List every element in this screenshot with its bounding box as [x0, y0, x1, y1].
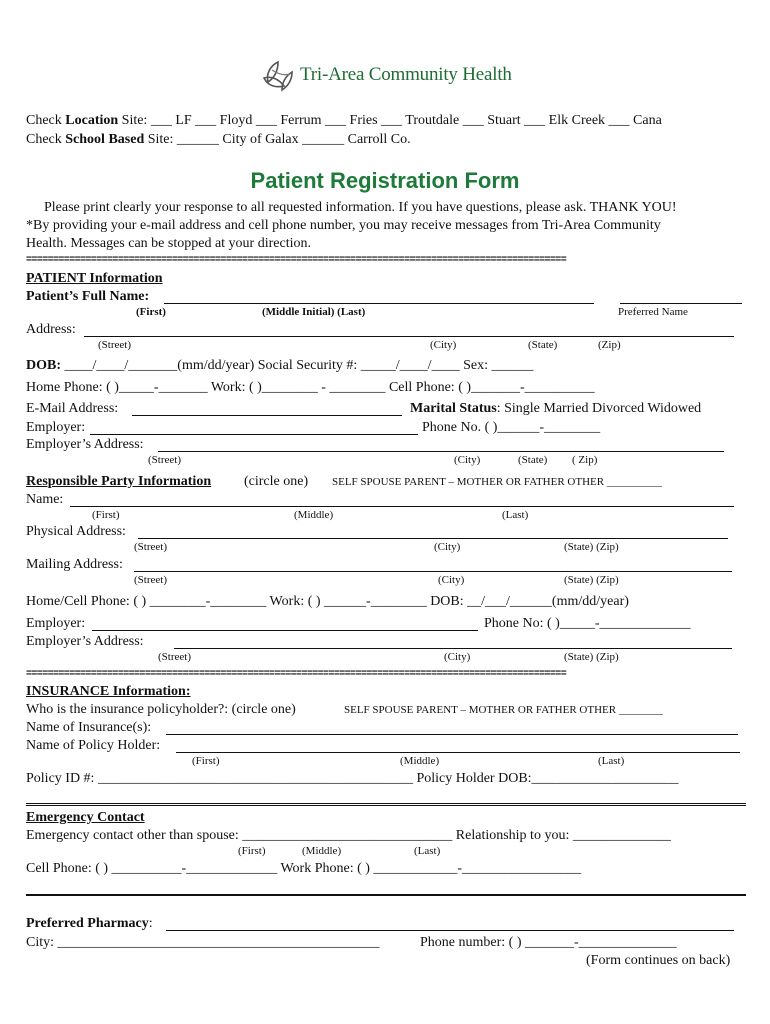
zip-caption: (Zip) [598, 339, 621, 351]
ec-last-caption: (Last) [414, 845, 441, 857]
emp-zip-caption: ( Zip) [572, 454, 598, 466]
pharmacy-field[interactable] [166, 930, 734, 931]
pharmacy-label-row [26, 916, 153, 932]
rp-phones-row[interactable]: Home/Cell Phone: ( ) ________-________ Work: ( ) ______-________ DOB: __/___/______(mm/dd/year) [26, 594, 629, 609]
rp-middle-caption: (Middle) [294, 509, 334, 521]
logo [258, 56, 520, 96]
physical-address-field[interactable] [138, 538, 728, 539]
physical-address-label: Physical Address: [26, 524, 126, 539]
street-caption: (Street) [98, 339, 131, 351]
home-phone-row[interactable]: Home Phone: ( )_____-_______ Work: ( )________ - ________ Cell Phone: ( )_______-__________ [26, 380, 595, 395]
employer-phone[interactable]: Phone No. ( )______-________ [422, 420, 601, 435]
preferred-name-field[interactable] [620, 303, 742, 304]
tri-area-leaf-logo-icon [258, 56, 298, 96]
intro-line-1: Please print clearly your response to all requested information. If you have questions, please ask. THANK YOU! [44, 200, 677, 215]
emp-street-caption: (Street) [148, 454, 181, 466]
preferred-name-caption: Preferred Name [618, 306, 688, 318]
mailing-address-field[interactable] [134, 571, 732, 572]
pharmacy-colon: : [148, 916, 153, 931]
pa-state-zip-caption: (State) (Zip) [564, 541, 619, 553]
school-bold: School Based [65, 132, 145, 147]
rpe-street-caption: (Street) [158, 651, 191, 663]
rpe-state-zip-caption: (State) (Zip) [564, 651, 619, 663]
employer-address-field[interactable] [158, 451, 724, 452]
emp-city-caption: (City) [454, 454, 481, 466]
rp-first-caption: (First) [92, 509, 120, 521]
ma-street-caption: (Street) [134, 574, 167, 586]
ma-state-zip-caption: (State) (Zip) [564, 574, 619, 586]
school-options[interactable]: Site: ______ City of Galax ______ Carroll Co. [144, 132, 411, 147]
pa-street-caption: (Street) [134, 541, 167, 553]
patient-full-name-label: Patient’s Full Name: [26, 289, 150, 304]
pharmacy-city[interactable]: City: ______________________________________________ [26, 935, 380, 950]
ins-middle-caption: (Middle) [400, 755, 440, 767]
school-label: Check [26, 132, 66, 147]
middle-last-caption: (Middle Initial) (Last) [262, 306, 366, 318]
marital-options[interactable]: : Single Married Divorced Widowed [496, 401, 702, 416]
policyholder-question: Who is the insurance policyholder?: (circle one) [26, 702, 296, 717]
form-continues-note: (Form continues on back) [586, 953, 731, 968]
employer-address-label: Employer’s Address: [26, 437, 144, 452]
emergency-phones-row[interactable]: Cell Phone: ( ) __________-_____________ Work Phone: ( ) ____________-_________________ [26, 861, 582, 876]
intro-line-3: Health. Messages can be stopped at your direction. [26, 236, 311, 251]
ec-middle-caption: (Middle) [302, 845, 342, 857]
divider-2: ==================================================================================================== [26, 670, 567, 680]
ec-first-caption: (First) [238, 845, 266, 857]
insurance-heading: INSURANCE Information: [26, 684, 191, 699]
rp-employer-address-label: Employer’s Address: [26, 634, 144, 649]
employer-label: Employer: [26, 420, 86, 435]
logo-text: Tri-Area Community Health [300, 64, 512, 85]
emergency-contact-row[interactable]: Emergency contact other than spouse: ______________________________ Relationship to you: ______________ [26, 828, 671, 843]
policyholder-options[interactable]: SELF SPOUSE PARENT – MOTHER OR FATHER OTHER ________ [344, 704, 663, 716]
section-rule-2 [26, 894, 746, 896]
pharmacy-label: Preferred Pharmacy [26, 916, 149, 931]
marital-label: Marital Status [410, 401, 497, 416]
responsible-heading: Responsible Party Information [26, 474, 212, 489]
patient-heading: PATIENT Information [26, 271, 163, 286]
section-rule [26, 803, 746, 806]
ma-city-caption: (City) [438, 574, 465, 586]
mailing-address-label: Mailing Address: [26, 557, 123, 572]
location-site-row [26, 113, 662, 129]
email-label: E-Mail Address: [26, 401, 119, 416]
policy-id-row[interactable]: Policy ID #: _____________________________________________ Policy Holder DOB:_____________________ [26, 771, 679, 786]
insurance-name-label: Name of Insurance(s): [26, 720, 152, 735]
address-field[interactable] [84, 336, 734, 337]
dob-row[interactable] [26, 358, 533, 374]
patient-full-name-field[interactable] [164, 303, 594, 304]
location-bold: Location [65, 113, 119, 128]
page-title: Patient Registration Form [250, 168, 520, 193]
email-field[interactable] [132, 415, 402, 416]
state-caption: (State) [528, 339, 558, 351]
school-site-row [26, 132, 411, 148]
divider: ==================================================================================================== [26, 256, 567, 266]
responsible-name-field[interactable] [70, 506, 734, 507]
rp-employer-field[interactable] [92, 630, 478, 631]
ins-last-caption: (Last) [598, 755, 625, 767]
pa-city-caption: (City) [434, 541, 461, 553]
address-label: Address: [26, 322, 76, 337]
dob-ssn-sex-fields[interactable]: ____/____/_______(mm/dd/year) Social Security #: _____/____/____ Sex: ______ [61, 358, 534, 373]
location-options[interactable]: Site: ___ LF ___ Floyd ___ Ferrum ___ Fries ___ Troutdale ___ Stuart ___ Elk Creek ___ Cana [118, 113, 662, 128]
rp-employer-label: Employer: [26, 616, 86, 631]
city-caption: (City) [430, 339, 457, 351]
rp-last-caption: (Last) [502, 509, 529, 521]
first-caption: (First) [136, 306, 166, 318]
policy-holder-field[interactable] [176, 752, 740, 753]
rp-employer-address-field[interactable] [174, 648, 732, 649]
emergency-heading: Emergency Contact [26, 810, 145, 825]
location-label: Check [26, 113, 66, 128]
rp-employer-phone[interactable]: Phone No: ( )_____-_____________ [484, 616, 691, 631]
responsible-circle-one: (circle one) [244, 474, 309, 489]
pharmacy-phone[interactable]: Phone number: ( ) _______-______________ [420, 935, 677, 950]
rpe-city-caption: (City) [444, 651, 471, 663]
responsible-options[interactable]: SELF SPOUSE PARENT – MOTHER OR FATHER OTHER __________ [332, 476, 662, 488]
emp-state-caption: (State) [518, 454, 548, 466]
responsible-name-label: Name: [26, 492, 64, 507]
ins-first-caption: (First) [192, 755, 220, 767]
dob-label: DOB: [26, 358, 61, 373]
marital-status[interactable] [410, 401, 701, 417]
insurance-name-field[interactable] [166, 734, 738, 735]
intro-line-2: *By providing your e-mail address and cell phone number, you may receive messages from Tri-Area Community [26, 218, 661, 233]
employer-field[interactable] [90, 434, 418, 435]
policy-holder-label: Name of Policy Holder: [26, 738, 161, 753]
